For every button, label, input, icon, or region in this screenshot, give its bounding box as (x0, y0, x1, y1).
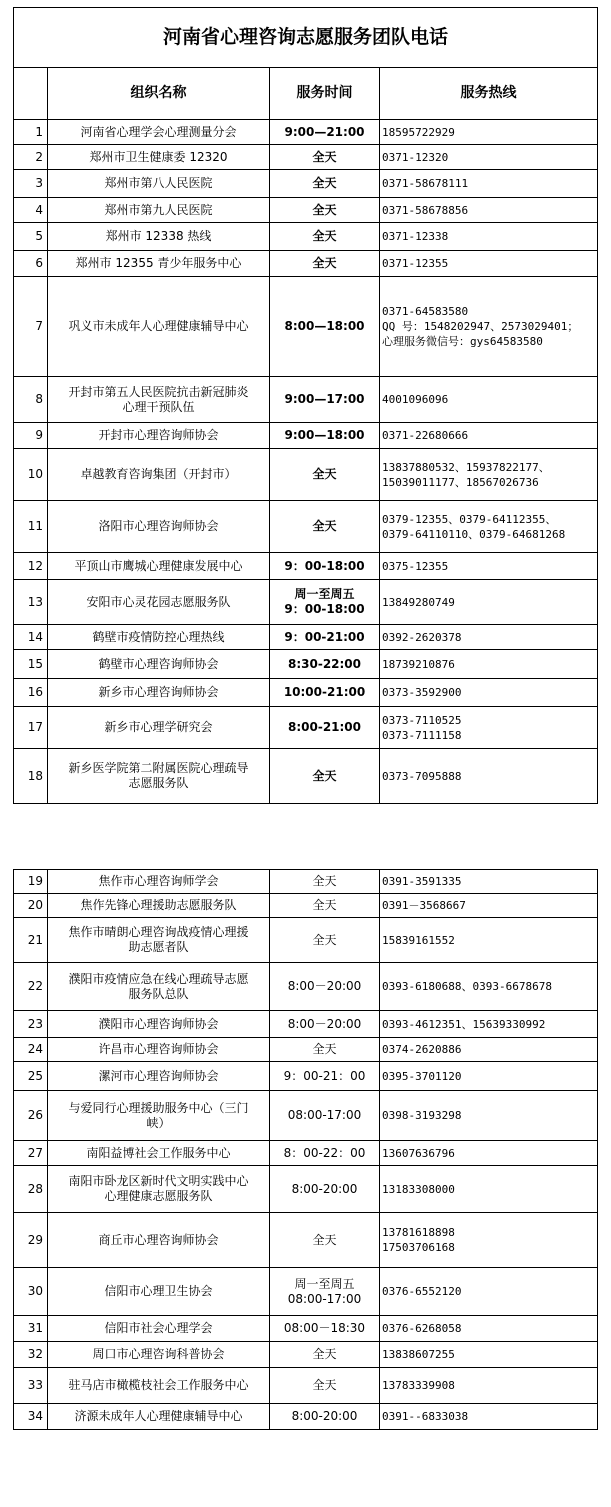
hotline-cell: 0373-7095888 (380, 749, 598, 804)
org-name-cell: 郑州市第九人民医院 (48, 198, 270, 223)
org-name-cell: 濮阳市心理咨询师协会 (48, 1011, 270, 1038)
org-name-cell: 洛阳市心理咨询师协会 (48, 501, 270, 553)
hotline-cell: 0371-12320 (380, 145, 598, 170)
row-number: 16 (14, 679, 48, 707)
header-service-time: 服务时间 (270, 68, 380, 120)
org-name-cell: 许昌市心理咨询师协会 (48, 1038, 270, 1062)
hotline-cell: 13849280749 (380, 580, 598, 625)
service-time-cell: 全天 (270, 251, 380, 277)
service-time-cell: 全天 (270, 501, 380, 553)
row-number: 4 (14, 198, 48, 223)
service-time-cell: 08:00－18:30 (270, 1316, 380, 1342)
table-row (14, 423, 598, 449)
row-number: 9 (14, 423, 48, 449)
org-name-cell: 焦作先锋心理援助志愿服务队 (48, 894, 270, 918)
org-name-cell: 新乡医学院第二附属医院心理疏导 志愿服务队 (48, 749, 270, 804)
hotline-cell: 0391-3591335 (380, 870, 598, 894)
org-name-cell: 济源未成年人心理健康辅导中心 (48, 1404, 270, 1430)
hotline-cell: 0376-6552120 (380, 1268, 598, 1316)
service-time-cell: 8:00-21:00 (270, 707, 380, 749)
table-row (14, 1062, 598, 1091)
service-time-cell: 8：00-22：00 (270, 1141, 380, 1166)
service-time-cell: 10:00-21:00 (270, 679, 380, 707)
row-number: 13 (14, 580, 48, 625)
org-name-cell: 河南省心理学会心理测量分会 (48, 120, 270, 145)
hotline-cell: 0374-2620886 (380, 1038, 598, 1062)
row-number: 25 (14, 1062, 48, 1091)
row-number: 5 (14, 223, 48, 251)
org-name-cell: 漯河市心理咨询师协会 (48, 1062, 270, 1091)
table-row (14, 377, 598, 423)
header-org-name: 组织名称 (48, 68, 270, 120)
row-number: 28 (14, 1166, 48, 1213)
service-time-cell: 9：00-21:00 (270, 625, 380, 650)
service-time-cell: 9:00—18:00 (270, 423, 380, 449)
org-name-cell: 南阳益博社会工作服务中心 (48, 1141, 270, 1166)
hotline-cell: 0371-22680666 (380, 423, 598, 449)
org-name-cell: 信阳市心理卫生协会 (48, 1268, 270, 1316)
org-name-cell: 郑州市第八人民医院 (48, 170, 270, 198)
hotline-cell: 0371-12355 (380, 251, 598, 277)
service-time-cell: 全天 (270, 918, 380, 963)
hotline-cell: 0379-12355、0379-64112355、 0379-64110110、0379-64681268 (380, 501, 598, 553)
service-time-cell: 8:00－20:00 (270, 963, 380, 1011)
hotline-cell: 13838607255 (380, 1342, 598, 1368)
row-number: 11 (14, 501, 48, 553)
service-time-cell: 8:00-20:00 (270, 1166, 380, 1213)
org-name-cell: 与爱同行心理援助服务中心（三门 峡） (48, 1091, 270, 1141)
table-row (14, 277, 598, 377)
table-row (14, 1268, 598, 1316)
org-name-cell: 巩义市未成年人心理健康辅导中心 (48, 277, 270, 377)
row-number: 31 (14, 1316, 48, 1342)
org-name-cell: 郑州市 12355 青少年服务中心 (48, 251, 270, 277)
table-row (14, 170, 598, 198)
hotline-cell: 0371-12338 (380, 223, 598, 251)
org-name-cell: 驻马店市橄榄枝社会工作服务中心 (48, 1368, 270, 1404)
service-time-cell: 08:00-17:00 (270, 1091, 380, 1141)
row-number: 24 (14, 1038, 48, 1062)
row-number: 22 (14, 963, 48, 1011)
row-number: 10 (14, 449, 48, 501)
service-time-cell: 8:30-22:00 (270, 650, 380, 679)
row-number: 26 (14, 1091, 48, 1141)
org-name-cell: 南阳市卧龙区新时代文明实践中心 心理健康志愿服务队 (48, 1166, 270, 1213)
service-time-cell: 8:00-20:00 (270, 1404, 380, 1430)
org-name-cell: 开封市心理咨询师协会 (48, 423, 270, 449)
org-name-cell: 卓越教育咨询集团（开封市） (48, 449, 270, 501)
hotline-cell: 13607636796 (380, 1141, 598, 1166)
hotline-cell: 0395-3701120 (380, 1062, 598, 1091)
table-row (14, 198, 598, 223)
row-number: 33 (14, 1368, 48, 1404)
hotline-cell: 0391－3568667 (380, 894, 598, 918)
service-time-cell: 全天 (270, 870, 380, 894)
hotline-cell: 0391--6833038 (380, 1404, 598, 1430)
org-name-cell: 商丘市心理咨询师协会 (48, 1213, 270, 1268)
hotline-cell: 0393-6180688、0393-6678678 (380, 963, 598, 1011)
service-time-cell: 全天 (270, 1213, 380, 1268)
table-row (14, 501, 598, 553)
header-hotline: 服务热线 (380, 68, 598, 120)
service-time-cell: 全天 (270, 145, 380, 170)
table-row (14, 1213, 598, 1268)
row-number: 29 (14, 1213, 48, 1268)
service-time-cell: 全天 (270, 749, 380, 804)
row-number: 12 (14, 553, 48, 580)
org-name-cell: 新乡市心理学研究会 (48, 707, 270, 749)
table-row (14, 251, 598, 277)
table-row (14, 650, 598, 679)
row-number: 20 (14, 894, 48, 918)
service-time-cell: 全天 (270, 198, 380, 223)
service-time-cell: 8:00—18:00 (270, 277, 380, 377)
row-number: 30 (14, 1268, 48, 1316)
table-row (14, 679, 598, 707)
table-row (14, 580, 598, 625)
table-row (14, 1166, 598, 1213)
table-row (14, 918, 598, 963)
hotline-cell: 4001096096 (380, 377, 598, 423)
org-name-cell: 新乡市心理咨询师协会 (48, 679, 270, 707)
row-number: 8 (14, 377, 48, 423)
hotline-cell: 0375-12355 (380, 553, 598, 580)
row-number: 19 (14, 870, 48, 894)
hotline-table-part2 (13, 869, 598, 1430)
hotline-cell: 0373-3592900 (380, 679, 598, 707)
hotline-cell: 0373-7110525 0373-7111158 (380, 707, 598, 749)
service-time-cell: 全天 (270, 1342, 380, 1368)
org-name-cell: 信阳市社会心理学会 (48, 1316, 270, 1342)
table-row (14, 449, 598, 501)
org-name-cell: 鹤壁市心理咨询师协会 (48, 650, 270, 679)
service-time-cell: 全天 (270, 449, 380, 501)
org-name-cell: 焦作市心理咨询师学会 (48, 870, 270, 894)
service-time-cell: 9：00-18:00 (270, 553, 380, 580)
org-name-cell: 鹤壁市疫情防控心理热线 (48, 625, 270, 650)
service-time-cell: 8:00－20:00 (270, 1011, 380, 1038)
service-time-cell: 周一至周五 9：00-18:00 (270, 580, 380, 625)
header-index (14, 68, 48, 120)
table-row (14, 870, 598, 894)
service-time-cell: 周一至周五 08:00-17:00 (270, 1268, 380, 1316)
row-number: 17 (14, 707, 48, 749)
row-number: 2 (14, 145, 48, 170)
table-row (14, 223, 598, 251)
table-row (14, 145, 598, 170)
table-row (14, 1368, 598, 1404)
row-number: 34 (14, 1404, 48, 1430)
service-time-cell: 9：00-21：00 (270, 1062, 380, 1091)
hotline-cell: 0371-58678111 (380, 170, 598, 198)
hotline-cell: 0371-64583580 QQ 号：1548202947、2573029401； 心理服务微信号：gys64583580 (380, 277, 598, 377)
row-number: 21 (14, 918, 48, 963)
service-time-cell: 全天 (270, 894, 380, 918)
table-row (14, 894, 598, 918)
org-name-cell: 郑州市 12338 热线 (48, 223, 270, 251)
hotline-cell: 13837880532、15937822177、 15039011177、18567026736 (380, 449, 598, 501)
table-row (14, 707, 598, 749)
row-number: 6 (14, 251, 48, 277)
table-row (14, 1342, 598, 1368)
hotline-cell: 0371-58678856 (380, 198, 598, 223)
row-number: 3 (14, 170, 48, 198)
hotline-cell: 0398-3193298 (380, 1091, 598, 1141)
row-number: 14 (14, 625, 48, 650)
table-row (14, 120, 598, 145)
hotline-cell: 0392-2620378 (380, 625, 598, 650)
hotline-cell: 0393-4612351、15639330992 (380, 1011, 598, 1038)
row-number: 7 (14, 277, 48, 377)
service-time-cell: 全天 (270, 223, 380, 251)
row-number: 15 (14, 650, 48, 679)
table-row (14, 553, 598, 580)
org-name-cell: 开封市第五人民医院抗击新冠肺炎 心理干预队伍 (48, 377, 270, 423)
hotline-cell: 18739210876 (380, 650, 598, 679)
hotline-cell: 18595722929 (380, 120, 598, 145)
table-row (14, 1404, 598, 1430)
hotline-cell: 0376-6268058 (380, 1316, 598, 1342)
row-number: 18 (14, 749, 48, 804)
row-number: 1 (14, 120, 48, 145)
hotline-cell: 13183308000 (380, 1166, 598, 1213)
hotline-cell: 13781618898 17503706168 (380, 1213, 598, 1268)
table-row (14, 625, 598, 650)
row-number: 23 (14, 1011, 48, 1038)
service-time-cell: 全天 (270, 1038, 380, 1062)
service-time-cell: 9:00—21:00 (270, 120, 380, 145)
table-row (14, 1141, 598, 1166)
org-name-cell: 安阳市心灵花园志愿服务队 (48, 580, 270, 625)
table-row (14, 1091, 598, 1141)
table-row (14, 1316, 598, 1342)
row-number: 27 (14, 1141, 48, 1166)
table-row (14, 1038, 598, 1062)
row-number: 32 (14, 1342, 48, 1368)
service-time-cell: 9:00—17:00 (270, 377, 380, 423)
table-row (14, 1011, 598, 1038)
table-row (14, 749, 598, 804)
org-name-cell: 周口市心理咨询科普协会 (48, 1342, 270, 1368)
hotline-table-part1 (13, 7, 598, 804)
org-name-cell: 平顶山市鹰城心理健康发展中心 (48, 553, 270, 580)
org-name-cell: 濮阳市疫情应急在线心理疏导志愿 服务队总队 (48, 963, 270, 1011)
table-row (14, 963, 598, 1011)
service-time-cell: 全天 (270, 170, 380, 198)
hotline-cell: 13783339908 (380, 1368, 598, 1404)
org-name-cell: 郑州市卫生健康委 12320 (48, 145, 270, 170)
service-time-cell: 全天 (270, 1368, 380, 1404)
hotline-cell: 15839161552 (380, 918, 598, 963)
org-name-cell: 焦作市晴朗心理咨询战疫情心理援 助志愿者队 (48, 918, 270, 963)
table-title: 河南省心理咨询志愿服务团队电话 (14, 8, 598, 68)
